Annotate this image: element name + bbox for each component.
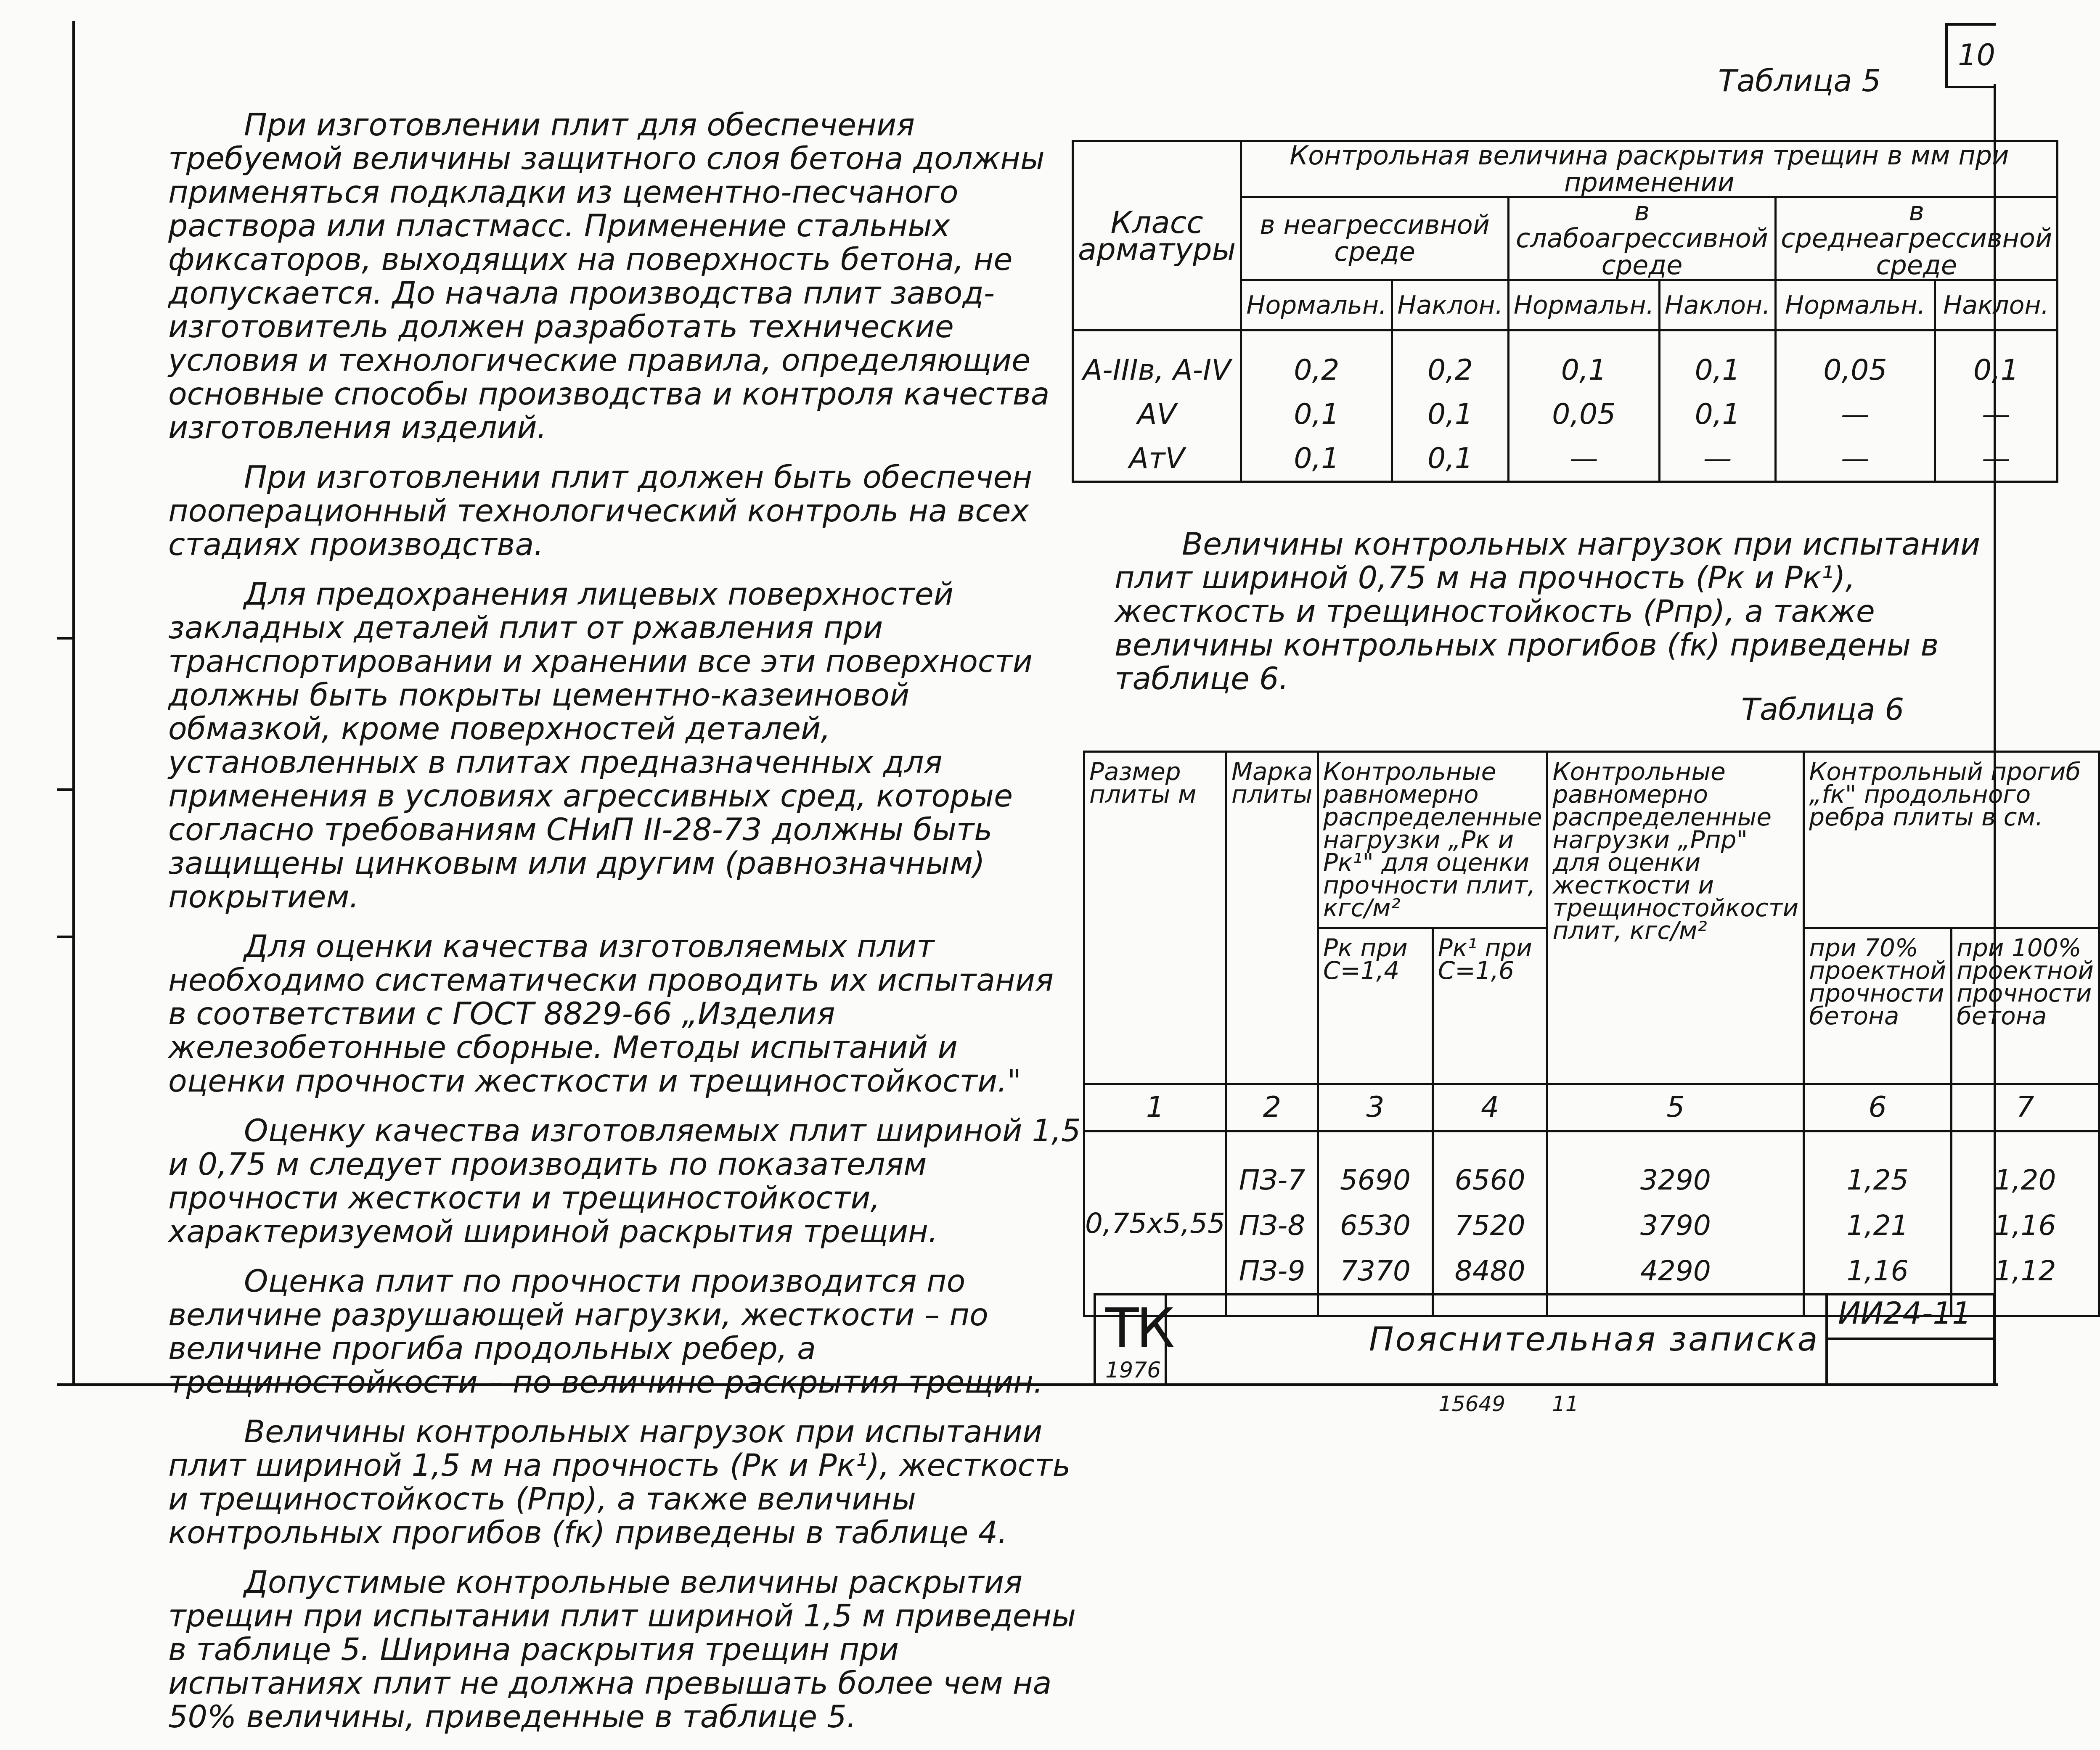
document-code: ИИ24-11 [1838,1295,1971,1331]
table5-subheader: Наклон. [1935,280,2058,330]
table5-cell: 0,1 [1241,392,1392,436]
table6-cell-mark: ПЗ-8 [1226,1203,1318,1248]
table6-cell: 8480 [1433,1248,1547,1316]
paragraph: Величины контрольных нагрузок при испытании плит шириной 1,5 м на прочность (Pк и Pк¹), жесткость и трещиностойкость (Рпр), а также величины контрольных прогибов (fк) приведены в таблице 4. [168,1414,1071,1551]
table5-row [1073,436,2058,482]
table6-cell-size: 0,75х5,55 [1084,1131,1226,1316]
table5-cell: 0,1 [1935,348,2058,392]
title-block-stamp [1094,1293,1173,1386]
table5-cell: — [1935,436,2058,482]
table6-header-ppr: Контрольные равномерно распределенные нагрузки „Рпр" для оценки жесткости и трещиностойкости плит, кгс/м² [1547,752,1804,1084]
table5-header-group: Контрольная величина раскрытия трещин в мм при применении [1241,141,2058,197]
table5-cell-class: А-IIIв, А-IV [1073,348,1241,392]
paragraph: При изготовлении плит для обеспечения требуемой величины защитного слоя бетона должны применяться подкладки из цементно-песчаного раствора или пластмасс. Применение стальных фиксаторов, выходящих на поверхность бетона, не допускается. До начала производства плит завод-изготовитель должен разработать технические условия и технологические правила, определяющие основные способы производства и контроля качества изготовления изделий. [168,107,1050,446]
table6-cell: 4290 [1547,1248,1804,1316]
table6-header-100: при 100% проектной прочности бетона [1952,928,2099,1084]
table6-header-70: при 70% проектной прочности бетона [1804,928,1952,1084]
table-6 [1083,751,2100,1317]
table5-row [1073,348,2058,392]
footer-number: 15649 [1438,1392,1506,1416]
table6-cell-mark: ПЗ-7 [1226,1131,1318,1203]
table-5 [1072,140,2058,483]
title-block [1094,1293,1996,1386]
table5-cell: — [1776,436,1935,482]
title-block-name-cell [1167,1293,1899,1386]
table6-col-number: 6 [1804,1084,1952,1131]
table6-col-number: 1 [1084,1084,1226,1131]
table6-col-number: 3 [1318,1084,1433,1131]
table6-header-pk: Рк при С=1,4 [1318,928,1433,1084]
table5-cell: 0,1 [1659,392,1775,436]
table6-header-deflection: Контрольный прогиб „fк" продольного ребра плиты в см. [1804,752,2099,928]
table5-header-env: в неагрессивной среде [1241,197,1508,280]
stamp-year: 1976 [1105,1358,1161,1383]
margin-tick [57,788,74,791]
table6-cell: 7520 [1433,1203,1547,1248]
table5-subheader: Нормальн. [1508,280,1659,330]
table6-cell-mark: ПЗ-9 [1226,1248,1318,1316]
table5-cell: — [1659,436,1775,482]
table6-cell: 6530 [1318,1203,1433,1248]
table6-header-loads: Контрольные равномерно распределенные нагрузки „Рк и Рк¹" для оценки прочности плит, кгс/м² [1318,752,1547,928]
table6-cell: 1,12 [1952,1248,2099,1316]
table6-cell: 6560 [1433,1131,1547,1203]
margin-tick [57,637,74,640]
table5-cell-class: АтV [1073,436,1241,482]
table6-cell: 1,16 [1804,1248,1952,1316]
table5-subheader: Наклон. [1392,280,1508,330]
paragraph: Оценка плит по прочности производится по величине разрушающей нагрузки, жесткости – по величине прогиба продольных ребер, а трещиностойкости – по величине раскрытия трещин. [168,1264,1043,1400]
paragraph: Оценку качества изготовляемых плит шириной 1,5 и 0,75 м следует производить по показателям прочности жесткости и трещиностойкости, характеризуемой шириной раскрытия трещин. [168,1113,1081,1250]
table6-header-pk1: Рк¹ при С=1,6 [1433,928,1547,1084]
document-title: Пояснительная записка [1369,1321,1819,1359]
table5-header-env: в среднеагрессивной среде [1776,197,2058,280]
table6-cell: 3290 [1547,1131,1804,1203]
table5-cell: 0,1 [1659,348,1775,392]
table5-cell: — [1508,436,1659,482]
tk-mark: ТК [1105,1296,1173,1360]
paragraph: При изготовлении плит должен быть обеспечен пооперационный технологический контроль на всех стадиях производства. [168,460,1033,563]
paragraph-table6-intro: Величины контрольных нагрузок при испытании плит шириной 0,75 м на прочность (Рк и Рк¹), жесткость и трещиностойкость (Рпр), а также величины контрольных прогибов (fк) приведены в таблице 6. [1115,526,1981,697]
table6-cell: 5690 [1318,1131,1433,1203]
table5-cell: — [1935,392,2058,436]
table6-col-number: 4 [1433,1084,1547,1131]
table5-subheader: Нормальн. [1241,280,1392,330]
table5-cell: 0,1 [1241,436,1392,482]
table5-row [1073,392,2058,436]
table6-cell: 7370 [1318,1248,1433,1316]
paragraph: Для предохранения лицевых поверхностей закладных деталей плит от ржавления при транспортировании и хранении все эти поверхности должны быть покрыты цементно-казеиновой обмазкой, кроме поверхностей деталей, установленных в плитах предназначенных для применения в условиях агрессивных сред, которые согласно требованиям СНиП II-28-73 должны быть защищены цинковым или другим (равнозначным) покрытием. [168,576,1033,915]
table5-header-class: Класс арматуры [1073,141,1241,330]
table5-subheader: Наклон. [1659,280,1775,330]
sheet-number: 10 [1958,38,1996,72]
table5-cell: 0,05 [1508,392,1659,436]
paragraph: Для оценки качества изготовляемых плит необходимо систематически проводить их испытания в соответствии с ГОСТ 8829-66 „Изделия железобетонные сборные. Методы испытаний и оценки прочности жесткости и трещиностойкости." [168,929,1054,1099]
table6-col-number: 2 [1226,1084,1318,1131]
table6-cell: 3790 [1547,1203,1804,1248]
frame-left-border [72,21,75,1383]
table6-cell: 1,20 [1952,1131,2099,1203]
left-text-column [168,108,1081,1750]
table5-cell: 0,05 [1776,348,1935,392]
table6-row [1084,1131,2099,1203]
table6-cell: 1,21 [1804,1203,1952,1248]
table5-cell: 0,1 [1508,348,1659,392]
table5-header-env: в слабоагрессивной среде [1508,197,1775,280]
table6-header-size: Размер плиты м [1084,752,1226,1084]
table6-row [1084,1203,2099,1248]
table6-col-number: 7 [1952,1084,2099,1131]
table5-cell: 0,1 [1392,436,1508,482]
table6-caption: Таблица 6 [1741,692,1904,727]
table6-cell: 1,16 [1952,1203,2099,1248]
table5-subheader: Нормальн. [1776,280,1935,330]
table6-col-number: 5 [1547,1084,1804,1131]
table5-caption: Таблица 5 [1718,63,1881,98]
footer-number: 11 [1552,1392,1579,1416]
paragraph: Допустимые контрольные величины раскрытия трещин при испытании плит шириной 1,5 м приведены в таблице 5. Ширина раскрытия трещин при испытаниях плит не должна превышать более чем на 50% величины, приведенные в таблице 5. [168,1565,1076,1735]
table5-cell: 0,2 [1392,348,1508,392]
table5-cell: — [1776,392,1935,436]
table5-cell-class: АV [1073,392,1241,436]
code-cell-divider [1828,1338,1993,1340]
margin-tick [57,936,74,938]
table6-cell: 1,25 [1804,1131,1952,1203]
table5-cell: 0,2 [1241,348,1392,392]
table6-header-mark: Марка плиты [1226,752,1318,1084]
table5-cell: 0,1 [1392,392,1508,436]
